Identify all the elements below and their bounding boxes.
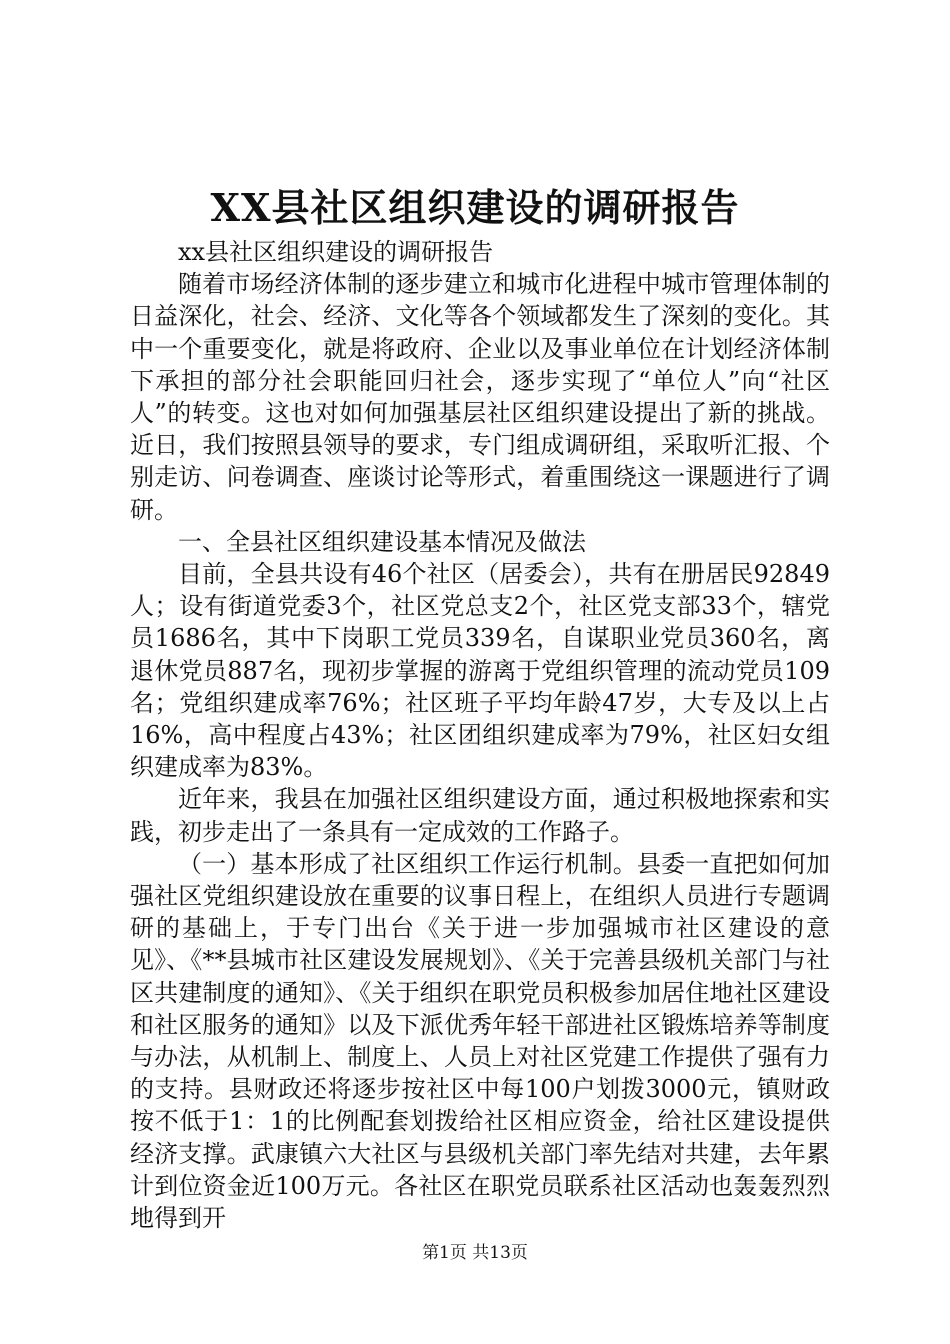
section-heading: 一、全县社区组织建设基本情况及做法: [178, 527, 586, 556]
paragraph-summary: 近年来，我县在加强社区组织建设方面，通过积极地探索和实践，初步走出了一条具有一定成效的工作路子。: [130, 785, 830, 846]
document-body: [130, 236, 830, 1234]
document-subtitle: xx县社区组织建设的调研报告: [178, 238, 494, 266]
paragraph-mechanism: （一）基本形成了社区组织工作运行机制。县委一直把如何加强社区党组织建设放在重要的议事日程上，在组织人员进行专题调研的基础上，于专门出台《关于进一步加强城市社区建设的意见》、《**县城市社区建设发展规划》、《关于完善县级机关部门与社区共建制度的通知》、《关于组织在职党员积极参加居住地社区建设和社区服务的通知》以及下派优秀年轻干部进社区锻炼培养等制度与办法，从机制上、制度上、人员上对社区党建工作提供了强有力的支持。县财政还将逐步按社区中每100户划拨3000元，镇财政按不低于1：1的比例配套划拨给社区相应资金，给社区建设提供经济支撑。武康镇六大社区与县级机关部门率先结对共建，去年累计到位资金近100万元。各社区在职党员联系社区活动也轰轰烈烈地得到开: [130, 849, 830, 1233]
document-title: XX县社区组织建设的调研报告: [210, 185, 740, 230]
paragraph-intro: 随着市场经济体制的逐步建立和城市化进程中城市管理体制的日益深化，社会、经济、文化等各个领域都发生了深刻的变化。其中一个重要变化，就是将政府、企业以及事业单位在计划经济体制下承担的部分社会职能回归社会，逐步实现了“单位人”向“社区人”的转变。这也对如何加强基层社区组织建设提出了新的挑战。近日，我们按照县领导的要求，专门组成调研组，采取听汇报、个别走访、问卷调查、座谈讨论等形式，着重围绕这一课题进行了调研。: [130, 270, 830, 524]
page-number: 第1页 共13页: [422, 1243, 528, 1263]
paragraph-statistics: 目前，全县共设有46个社区（居委会），共有在册居民92849人；设有街道党委3个，社区党总支2个，社区党支部33个，辖党员1686名，其中下岗职工党员339名，自谋职业党员360名，离退休党员887名，现初步掌握的游离于党组织管理的流动党员109名；党组织建成率76%；社区班子平均年龄47岁，大专及以上占16%，高中程度占43%；社区团组织建成率为79%，社区妇女组织建成率为83%。: [130, 560, 830, 782]
